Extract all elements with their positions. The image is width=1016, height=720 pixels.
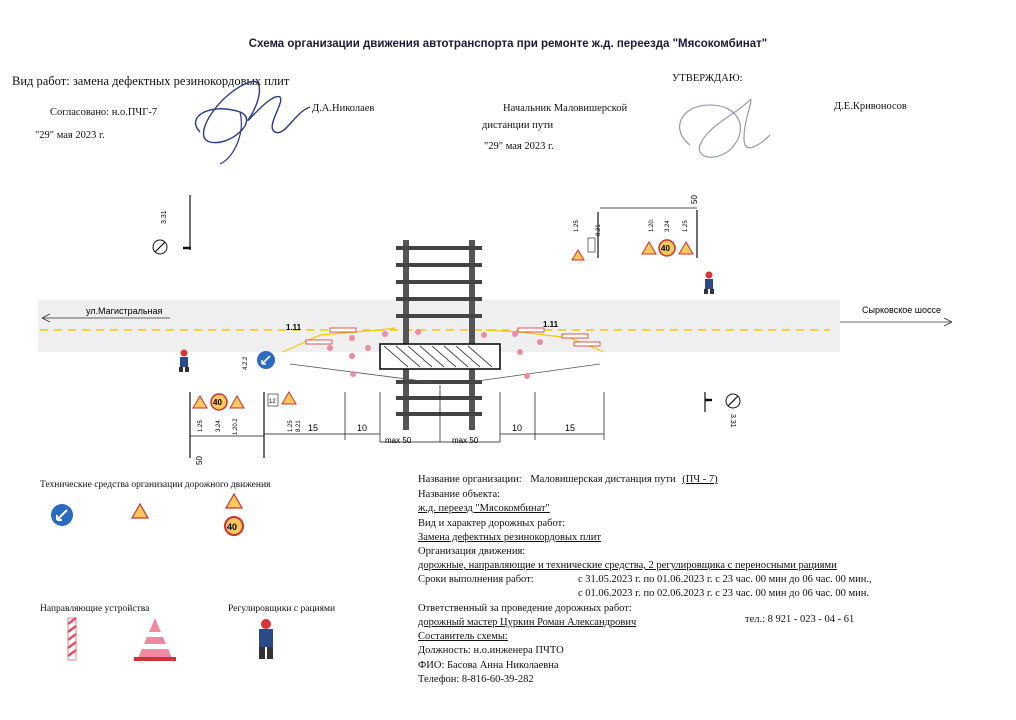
- svg-text:50: 50: [690, 195, 699, 204]
- label-111-right: 1.11: [543, 320, 559, 329]
- traffic-controller-icon: [259, 619, 273, 659]
- approve-label: УТВЕРЖДАЮ:: [672, 73, 743, 84]
- svg-text:1.20.2: 1.20.2: [233, 418, 239, 435]
- author-phone: Телефон: 8-816-60-39-282: [418, 674, 534, 685]
- roadworks-sign-icon: [132, 504, 148, 518]
- svg-text:12: 12: [269, 399, 276, 405]
- traffic-controller-icon: [704, 272, 714, 295]
- org-label: Название организации:: [418, 474, 522, 485]
- traffic-controller-icon: [179, 350, 189, 373]
- svg-text:8.21: 8.21: [596, 224, 602, 236]
- svg-text:1.25: 1.25: [198, 420, 204, 432]
- responsible-phone: тел.: 8 921 - 023 - 04 - 61: [745, 614, 855, 625]
- svg-text:1.25: 1.25: [574, 220, 580, 232]
- street-left-label: ул.Магистральная: [86, 306, 163, 316]
- traffic-value: дорожные, направляющие и технические средства, 2 регулировщика с переносными рациями: [418, 560, 837, 571]
- chief-line1: Начальник Маловишерской: [503, 103, 628, 114]
- work-label: Вид и характер дорожных работ:: [418, 518, 566, 529]
- chief-name: Д.Е.Кривоносов: [834, 101, 907, 112]
- svg-text:15: 15: [565, 423, 576, 433]
- term-1: с 31.05.2023 г. по 01.06.2023 г. с 23 час. 00 мин до 06 час. 00 мин.,: [578, 574, 872, 585]
- label-111-left: 1.11: [286, 323, 302, 332]
- svg-text:4.2.2: 4.2.2: [243, 356, 249, 370]
- legend-controllers-title: Регулировщики с рациями: [228, 604, 336, 614]
- terms-label: Сроки выполнения работ:: [418, 574, 534, 585]
- chief-line2: дистанции пути: [482, 120, 554, 131]
- svg-text:1.25: 1.25: [288, 420, 294, 432]
- svg-text:8.21: 8.21: [296, 420, 302, 432]
- svg-text:10: 10: [512, 423, 523, 433]
- author-label: Составитель схемы:: [418, 631, 508, 642]
- traffic-cone-icon: [134, 618, 176, 661]
- object-label: Название объекта:: [418, 489, 501, 500]
- legend-guide-devices: [60, 614, 300, 662]
- svg-text:1.25: 1.25: [683, 220, 689, 232]
- signature-right: [660, 90, 780, 170]
- svg-text:3.24: 3.24: [665, 220, 671, 232]
- svg-text:40: 40: [227, 522, 238, 532]
- svg-text:3.31: 3.31: [729, 414, 736, 428]
- traffic-scheme: [0, 180, 1016, 470]
- legend-tech-signs: [40, 490, 260, 540]
- svg-text:15: 15: [308, 423, 319, 433]
- legend-tech-title: Технические средства организации дорожного движения: [40, 480, 271, 490]
- street-right-label: Сырковское шоссе: [862, 305, 941, 315]
- traffic-label: Организация движения:: [418, 546, 526, 557]
- responsible-label: Ответственный за проведение дорожных работ:: [418, 603, 632, 614]
- svg-text:40: 40: [213, 398, 222, 407]
- svg-text:10: 10: [357, 423, 368, 433]
- svg-text:3.24: 3.24: [216, 420, 222, 432]
- svg-text:40: 40: [661, 244, 670, 253]
- object-value: ж.д. переезд "Мясокомбинат": [418, 503, 550, 514]
- work-value: Замена дефектных резинокордовых плит: [418, 532, 601, 543]
- label-311-top: 3.31: [161, 210, 168, 224]
- legend-guide-title: Направляющие устройства: [40, 604, 150, 614]
- agreed-date: "29" мая 2023 г.: [35, 130, 105, 141]
- work-type: Вид работ: замена дефектных резинокордовых плит: [12, 74, 290, 88]
- signature-left: [180, 72, 320, 172]
- term-2: с 01.06.2023 г. по 02.06.2023 г. с 23 час. 00 мин до 06 час. 00 мин.: [578, 588, 869, 599]
- chief-date: "29" мая 2023 г.: [484, 141, 554, 152]
- author-fio: ФИО: Басова Анна Николаевна: [418, 660, 559, 671]
- roadworks-sign-icon: [572, 250, 584, 260]
- svg-text:50: 50: [195, 456, 204, 465]
- svg-text:max 50: max 50: [385, 436, 412, 445]
- svg-text:max 50: max 50: [452, 436, 479, 445]
- org-value: Маловишерская дистанция пути: [530, 474, 676, 485]
- responsible-value: дорожный мастер Цуркин Роман Александрович: [418, 617, 637, 628]
- agreed-name: Д.А.Николаев: [312, 103, 375, 114]
- author-position: Должность: н.о.инженера ПЧТО: [418, 645, 564, 656]
- org-code: (ПЧ - 7): [682, 474, 718, 485]
- svg-text:1.20.: 1.20.: [649, 218, 655, 232]
- page-title: Схема организации движения автотранспорта при ремонте ж.д. переезда "Мясокомбинат": [248, 38, 768, 50]
- barrier-post-icon: [68, 618, 76, 660]
- agreed-label: Согласовано: н.о.ПЧГ-7: [50, 107, 158, 118]
